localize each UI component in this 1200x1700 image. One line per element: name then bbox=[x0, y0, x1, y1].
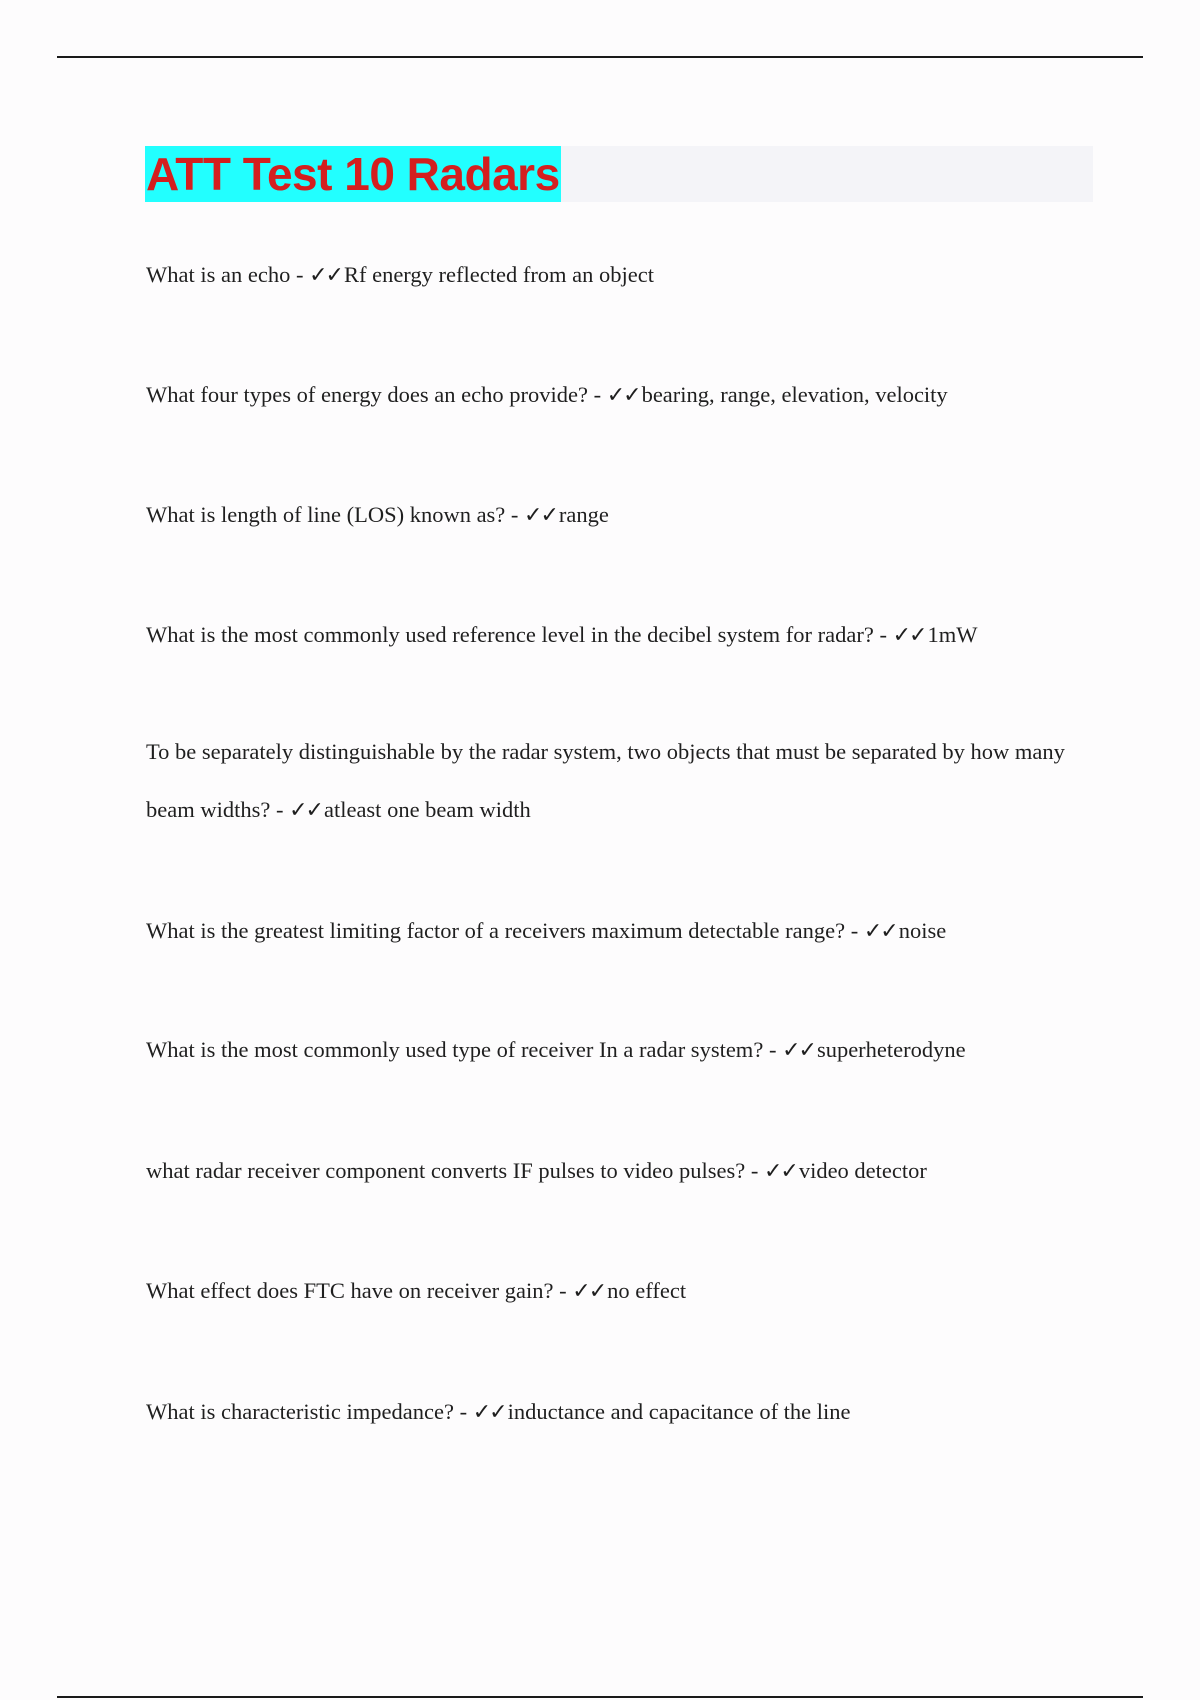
separator: - bbox=[745, 1158, 764, 1183]
question-text: What effect does FTC have on receiver gain? bbox=[146, 1278, 554, 1303]
separator: - bbox=[505, 502, 525, 527]
check-icon: ✓✓ bbox=[782, 1038, 815, 1063]
answer-text: no effect bbox=[607, 1278, 687, 1303]
question-text: What is characteristic impedance? bbox=[146, 1399, 454, 1424]
qa-item bbox=[146, 606, 1086, 665]
question-text: What is length of line (LOS) known as? bbox=[146, 502, 506, 527]
check-icon: ✓✓ bbox=[863, 919, 897, 944]
separator: - bbox=[873, 622, 893, 647]
question-text: What four types of energy does an echo provide? bbox=[146, 382, 588, 407]
check-icon: ✓✓ bbox=[289, 798, 322, 823]
header-rule bbox=[57, 56, 1143, 58]
answer-text: bearing, range, elevation, velocity bbox=[641, 382, 948, 407]
check-icon: ✓✓ bbox=[309, 263, 342, 288]
separator: - bbox=[453, 1399, 473, 1424]
separator: - bbox=[290, 262, 310, 287]
footer-rule bbox=[57, 1696, 1143, 1698]
qa-item bbox=[146, 902, 1086, 961]
check-icon: ✓✓ bbox=[606, 383, 640, 408]
answer-text: noise bbox=[898, 918, 947, 943]
separator: - bbox=[845, 918, 864, 943]
check-icon: ✓✓ bbox=[572, 1279, 606, 1304]
separator: - bbox=[270, 797, 290, 822]
qa-item bbox=[146, 246, 1086, 305]
answer-text: Rf energy reflected from an object bbox=[343, 262, 655, 287]
question-text: What is an echo bbox=[146, 262, 291, 287]
document-title: ATT Test 10 Radars bbox=[146, 148, 560, 200]
qa-item bbox=[146, 1142, 1086, 1201]
qa-item bbox=[146, 1383, 1086, 1442]
separator: - bbox=[553, 1278, 573, 1303]
question-text: What is the greatest limiting factor of a receivers maximum detectable range? bbox=[146, 918, 846, 943]
check-icon: ✓✓ bbox=[892, 623, 926, 648]
answer-text: video detector bbox=[798, 1158, 927, 1183]
answer-text: range bbox=[558, 502, 609, 527]
question-text: what radar receiver component converts IF pulses to video pulses? bbox=[146, 1158, 746, 1183]
check-icon: ✓✓ bbox=[472, 1400, 506, 1425]
question-text: To be separately distinguishable by the radar system, two objects that must be separated by how many beam widths? bbox=[146, 739, 1065, 822]
answer-text: atleast one beam width bbox=[323, 797, 531, 822]
qa-item bbox=[146, 723, 1086, 840]
answer-text: 1mW bbox=[927, 622, 978, 647]
question-text: What is the most commonly used reference level in the decibel system for radar? bbox=[146, 622, 874, 647]
qa-item bbox=[146, 1021, 1086, 1080]
separator: - bbox=[763, 1037, 783, 1062]
question-text: What is the most commonly used type of receiver In a radar system? bbox=[146, 1037, 764, 1062]
separator: - bbox=[587, 382, 607, 407]
answer-text: superheterodyne bbox=[816, 1037, 966, 1062]
answer-text: inductance and capacitance of the line bbox=[507, 1399, 851, 1424]
qa-item bbox=[146, 366, 1086, 425]
check-icon: ✓✓ bbox=[524, 503, 557, 528]
check-icon: ✓✓ bbox=[763, 1159, 797, 1184]
qa-item bbox=[146, 1262, 1086, 1321]
qa-item bbox=[146, 486, 1086, 545]
